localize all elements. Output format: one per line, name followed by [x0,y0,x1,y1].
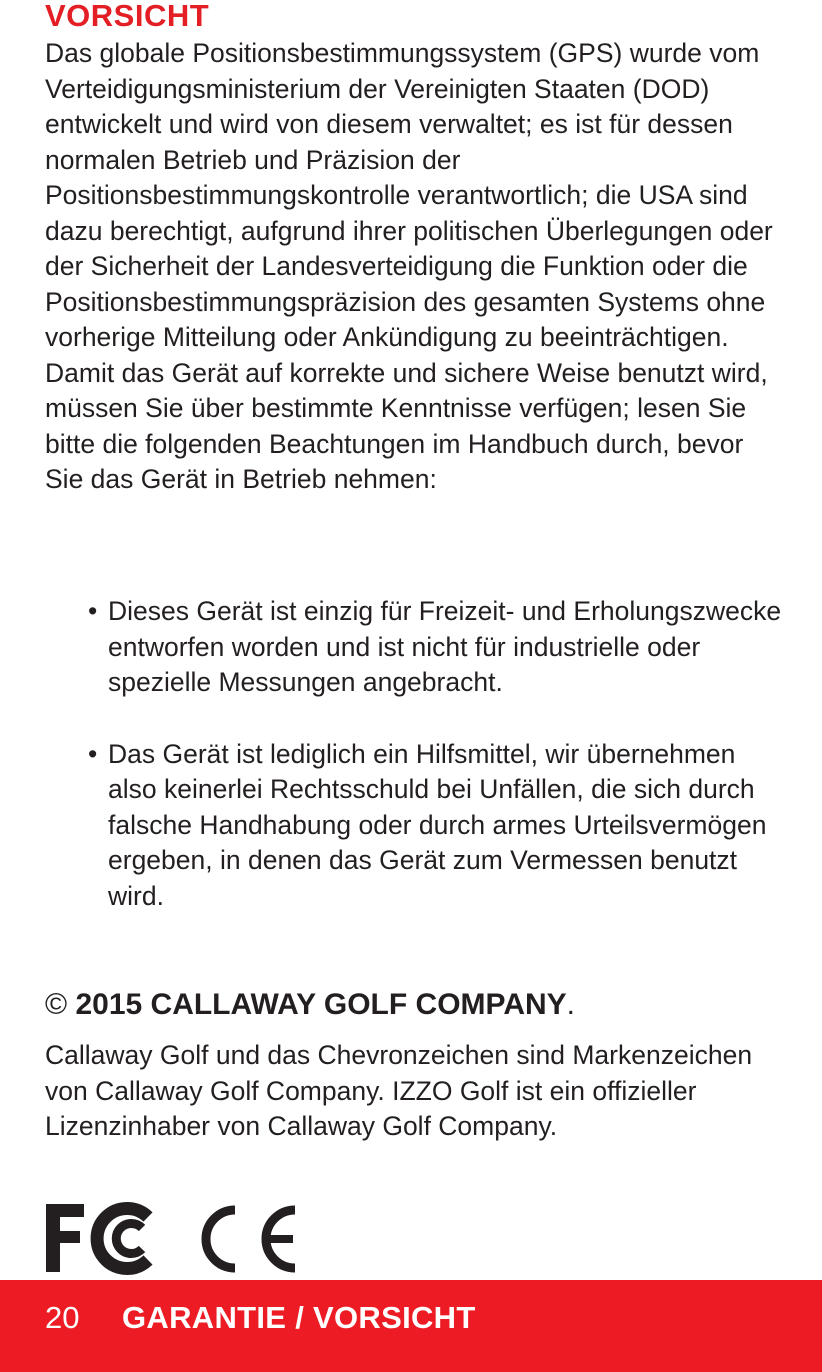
bullet-item-recreational-use [45,594,785,701]
trademark-paragraph: Callaway Golf und das Chevronzeichen sind Markenzeichen von Callaway Golf Company. IZZO Golf ist ein offizieller Lizenzinhaber von Callaway Golf Company. [45,1040,753,1141]
fcc-logo-icon [46,1204,148,1272]
ce-mark-icon [206,1210,295,1268]
page-number: 20 [45,1300,80,1335]
bullet-text-recreational-use: Dieses Gerät ist einzig für Freizeit- und Erholungszwecke entworfen worden und ist nicht für industrielle oder spezielle Messungen angebracht. [108,596,782,697]
bullet-item-liability [45,737,785,915]
copyright-line [45,985,575,1025]
caution-intro-paragraph: Das globale Positionsbestimmungssystem (GPS) wurde vom Verteidigungsministerium der Vereinigten Staaten (DOD) entwickelt und wird von diesem verwaltet; es ist für dessen normalen Betrieb und Präzision der Positionsbestimmungskontrolle verantwortlich; die USA sind dazu berechtigt, aufgrund ihrer politischen Überlegungen oder der Sicherheit der Landesverteidigung die Funktion oder die Positionsbestimmungspräzision des gesamten Systems ohne vorherige Mitteilung oder Ankündigung zu beeinträchtigen. Damit das Gerät auf korrekte und sichere Weise benutzt wird, müssen Sie über bestimmte Kenntnisse verfügen; lesen Sie bitte die folgenden Beachtungen im Handbuch durch, bevor Sie das Gerät in Betrieb nehmen: [45,38,773,494]
bullet-marker: • [88,738,98,769]
bullet-marker: • [88,596,98,626]
footer-section-title: GARANTIE / VORSICHT [122,1300,476,1335]
page-footer [0,1280,822,1372]
copyright-symbol: © [45,988,68,1021]
copyright-company: 2015 CALLAWAY GOLF COMPANY [75,988,567,1021]
caution-bullet-list [45,594,785,950]
certification-marks [44,1196,304,1278]
caution-heading: VORSICHT [45,0,210,33]
bullet-text-liability: Das Gerät ist lediglich ein Hilfsmittel, wir übernehmen also keinerlei Rechtsschuld bei Unfällen, die sich durch falsche Handhabung oder durch armes Urteilsvermögen ergeben, in denen das Gerät zum Vermessen benutzt wird. [108,738,767,911]
copyright-period: . [566,988,576,1021]
